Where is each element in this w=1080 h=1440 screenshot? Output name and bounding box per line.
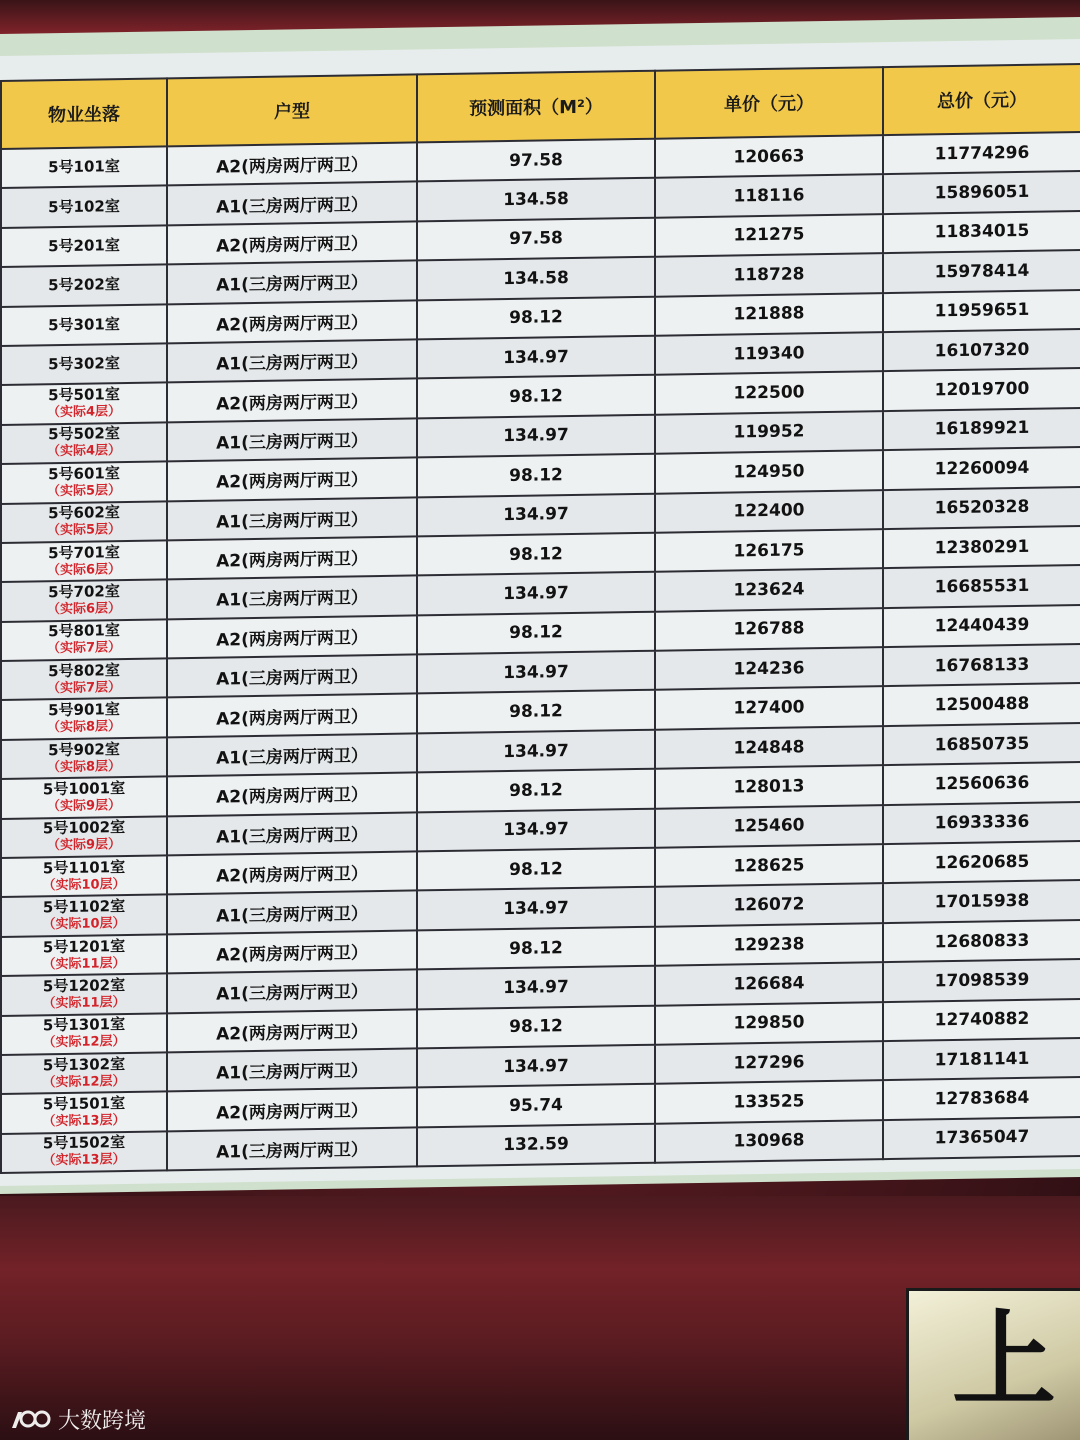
header-unit-price: 单价（元）	[655, 67, 883, 139]
cell-unit-type: A2(两房两厅两卫）	[167, 773, 417, 816]
cell-location	[1, 383, 167, 425]
cell-location	[1, 304, 167, 346]
cell-unit-price: 120663	[655, 135, 883, 178]
cell-unit-price: 127296	[655, 1041, 883, 1084]
watermark-logo-icon	[8, 1404, 52, 1434]
cell-unit-type: A2(两房两厅两卫）	[167, 458, 417, 501]
cell-unit-price: 126072	[655, 884, 883, 927]
cell-unit-type: A1(三房两厅两卫）	[167, 418, 417, 461]
cell-area: 134.97	[417, 414, 655, 457]
cell-unit-type: A1(三房两厅两卫）	[167, 339, 417, 382]
cell-location	[1, 422, 167, 464]
cell-area: 134.97	[417, 651, 655, 694]
cell-unit-type: A2(两房两厅两卫）	[167, 142, 417, 185]
price-board-panel	[0, 39, 1080, 1186]
room-number: 5号102室	[48, 196, 120, 216]
cell-location	[1, 265, 167, 307]
cell-unit-type: A2(两房两厅两卫）	[167, 694, 417, 737]
cell-unit-type: A1(三房两厅两卫）	[167, 733, 417, 776]
cell-unit-price: 124950	[655, 450, 883, 493]
actual-floor-note: （实际11层）	[42, 955, 126, 972]
cell-location	[1, 619, 167, 661]
room-number: 5号101室	[48, 157, 120, 177]
cell-area: 98.12	[417, 533, 655, 576]
actual-floor-note: （实际5层）	[46, 522, 122, 539]
cell-unit-type: A1(三房两厅两卫）	[167, 891, 417, 934]
cell-total-price: 12740882	[883, 999, 1080, 1042]
cell-area: 134.58	[417, 178, 655, 221]
cell-unit-type: A2(两房两厅两卫）	[167, 1009, 417, 1052]
cell-location	[1, 225, 167, 267]
header-total-price: 总价（元）	[883, 64, 1080, 135]
room-number: 5号902室	[48, 739, 120, 759]
price-table	[0, 63, 1080, 1174]
cell-total-price: 12783684	[883, 1077, 1080, 1120]
cell-unit-type: A1(三房两厅两卫）	[167, 1048, 417, 1091]
cell-total-price: 16189921	[883, 408, 1080, 451]
sign-character: 上	[952, 1298, 1057, 1421]
cell-area: 98.12	[417, 375, 655, 418]
cell-area: 98.12	[417, 690, 655, 733]
cell-unit-type: A1(三房两厅两卫）	[167, 812, 417, 855]
cell-unit-type: A2(两房两厅两卫）	[167, 930, 417, 973]
cell-unit-type: A2(两房两厅两卫）	[167, 1088, 417, 1131]
actual-floor-note: （实际4层）	[46, 404, 122, 421]
cell-area: 134.97	[417, 730, 655, 773]
cell-location	[1, 658, 167, 700]
cell-unit-type: A1(三房两厅两卫）	[167, 970, 417, 1013]
cell-total-price: 16520328	[883, 487, 1080, 530]
cell-area: 98.12	[417, 1005, 655, 1048]
cell-unit-price: 128625	[655, 844, 883, 887]
cell-area: 95.74	[417, 1084, 655, 1127]
cell-unit-type: A2(两房两厅两卫）	[167, 536, 417, 579]
cell-unit-price: 122400	[655, 490, 883, 533]
cell-unit-type: A1(三房两厅两卫）	[167, 1127, 417, 1170]
cell-unit-price: 129238	[655, 923, 883, 966]
cell-unit-type: A2(两房两厅两卫）	[167, 851, 417, 894]
cell-unit-type: A1(三房两厅两卫）	[167, 261, 417, 304]
cell-area: 98.12	[417, 927, 655, 970]
cell-unit-price: 118116	[655, 175, 883, 218]
cell-unit-type: A2(两房两厅两卫）	[167, 379, 417, 422]
cell-location	[1, 934, 167, 976]
cell-total-price: 15896051	[883, 171, 1080, 214]
cell-unit-type: A2(两房两厅两卫）	[167, 300, 417, 343]
cell-location	[1, 1052, 167, 1094]
cell-unit-price: 121888	[655, 293, 883, 336]
room-number: 5号301室	[48, 314, 120, 334]
room-number: 5号1501室	[42, 1094, 126, 1114]
actual-floor-note: （实际6层）	[46, 561, 122, 578]
actual-floor-note: （实际13层）	[42, 1113, 126, 1130]
cell-total-price: 16107320	[883, 329, 1080, 372]
room-number: 5号1201室	[42, 936, 126, 956]
cell-area: 98.12	[417, 611, 655, 654]
cell-unit-price: 125460	[655, 805, 883, 848]
actual-floor-note: （实际9层）	[46, 798, 122, 815]
cell-area: 132.59	[417, 1123, 655, 1166]
header-location: 物业坐落	[1, 78, 167, 149]
cell-unit-price: 130968	[655, 1120, 883, 1163]
actual-floor-note: （实际7层）	[46, 679, 122, 697]
watermark-text: 大数跨境	[58, 1408, 147, 1434]
cell-area: 134.97	[417, 808, 655, 851]
room-number: 5号601室	[48, 463, 120, 484]
cell-unit-price: 128013	[655, 765, 883, 808]
cell-unit-type: A2(两房两厅两卫）	[167, 221, 417, 264]
cell-unit-price: 119952	[655, 411, 883, 454]
cell-area: 98.12	[417, 296, 655, 339]
cell-total-price: 12620685	[883, 841, 1080, 884]
cell-total-price: 12500488	[883, 683, 1080, 726]
cell-total-price: 12440439	[883, 605, 1080, 648]
cell-total-price: 17181141	[883, 1038, 1080, 1081]
cell-total-price: 16768133	[883, 644, 1080, 687]
header-area: 预测面积（M²）	[417, 71, 655, 143]
cell-unit-type: A1(三房两厅两卫）	[167, 182, 417, 225]
cell-location	[1, 816, 167, 858]
cell-area: 134.58	[417, 257, 655, 300]
cell-area: 98.12	[417, 454, 655, 497]
cell-location	[1, 580, 167, 622]
room-number: 5号1301室	[42, 1015, 126, 1035]
room-number: 5号801室	[48, 621, 120, 641]
actual-floor-note: （实际10层）	[42, 916, 126, 933]
actual-floor-note: （实际9层）	[46, 837, 122, 854]
cell-total-price: 11834015	[883, 211, 1080, 254]
cell-total-price: 12260094	[883, 447, 1080, 490]
cell-unit-price: 123624	[655, 568, 883, 611]
cell-location	[1, 146, 167, 188]
room-number: 5号1502室	[42, 1133, 126, 1153]
cell-total-price: 12680833	[883, 920, 1080, 963]
cell-unit-price: 127400	[655, 687, 883, 730]
cell-unit-price: 126175	[655, 529, 883, 572]
cell-unit-type: A2(两房两厅两卫）	[167, 615, 417, 658]
cell-location	[1, 1092, 167, 1134]
cell-unit-price: 129850	[655, 1002, 883, 1045]
cell-location	[1, 343, 167, 385]
cell-unit-price: 122500	[655, 371, 883, 414]
cell-location	[1, 501, 167, 543]
cell-location	[1, 737, 167, 779]
cell-unit-price: 119340	[655, 332, 883, 375]
room-number: 5号201室	[48, 236, 120, 256]
cell-total-price: 12560636	[883, 762, 1080, 805]
room-number: 5号302室	[48, 354, 120, 374]
cell-area: 134.97	[417, 572, 655, 615]
cell-area: 134.97	[417, 1045, 655, 1088]
actual-floor-note: （实际12层）	[42, 1034, 126, 1051]
cell-location	[1, 855, 167, 897]
cell-unit-price: 126788	[655, 608, 883, 651]
cell-total-price: 12380291	[883, 526, 1080, 569]
room-number: 5号202室	[48, 275, 120, 295]
cell-area: 134.97	[417, 966, 655, 1009]
cell-location	[1, 895, 167, 937]
actual-floor-note: （实际10层）	[42, 876, 126, 894]
price-board	[0, 17, 1080, 1194]
cell-area: 97.58	[417, 139, 655, 182]
header-unit-type: 户型	[167, 74, 417, 146]
cell-location	[1, 540, 167, 582]
cell-total-price: 17365047	[883, 1117, 1080, 1160]
cell-unit-price: 124236	[655, 647, 883, 690]
actual-floor-note: （实际7层）	[46, 640, 122, 657]
cell-location	[1, 777, 167, 819]
room-number: 5号701室	[48, 542, 120, 562]
actual-floor-note: （实际12层）	[42, 1073, 126, 1091]
actual-floor-note: （实际5层）	[46, 482, 122, 500]
actual-floor-note: （实际8层）	[46, 719, 122, 736]
cell-location	[1, 1131, 167, 1173]
cell-area: 134.97	[417, 887, 655, 930]
cell-total-price: 17098539	[883, 959, 1080, 1002]
room-number: 5号1002室	[42, 818, 126, 838]
cell-total-price: 16685531	[883, 565, 1080, 608]
cell-total-price: 15978414	[883, 250, 1080, 293]
room-number: 5号1102室	[42, 897, 126, 917]
cell-location	[1, 462, 167, 504]
cell-total-price: 11774296	[883, 132, 1080, 175]
cell-location	[1, 698, 167, 740]
room-number: 5号501室	[48, 385, 120, 405]
watermark	[8, 1402, 146, 1436]
room-number: 5号1001室	[42, 778, 126, 799]
actual-floor-note: （实际6层）	[46, 601, 122, 618]
room-number: 5号901室	[48, 700, 120, 720]
room-number: 5号802室	[48, 660, 120, 681]
cell-total-price: 16933336	[883, 802, 1080, 845]
cell-unit-type: A1(三房两厅两卫）	[167, 655, 417, 698]
actual-floor-note: （实际8层）	[46, 758, 122, 775]
cell-total-price: 16850735	[883, 723, 1080, 766]
cell-total-price: 17015938	[883, 880, 1080, 923]
cell-area: 98.12	[417, 848, 655, 891]
cell-unit-price: 133525	[655, 1081, 883, 1124]
room-number: 5号1202室	[42, 975, 126, 996]
cell-location	[1, 974, 167, 1016]
cell-area: 97.58	[417, 217, 655, 260]
room-number: 5号1101室	[42, 857, 126, 878]
cell-total-price: 12019700	[883, 368, 1080, 411]
cell-location	[1, 186, 167, 228]
cell-unit-type: A1(三房两厅两卫）	[167, 497, 417, 540]
cell-unit-price: 126684	[655, 962, 883, 1005]
room-number: 5号602室	[48, 503, 120, 523]
room-number: 5号502室	[48, 424, 120, 444]
room-number: 5号1302室	[42, 1054, 126, 1074]
cell-unit-type: A1(三房两厅两卫）	[167, 576, 417, 619]
actual-floor-note: （实际13层）	[42, 1152, 126, 1169]
cell-area: 134.97	[417, 493, 655, 536]
actual-floor-note: （实际4层）	[46, 443, 122, 460]
cell-area: 98.12	[417, 769, 655, 812]
cell-area: 134.97	[417, 336, 655, 379]
cell-total-price: 11959651	[883, 290, 1080, 333]
cell-unit-price: 124848	[655, 726, 883, 769]
cell-unit-price: 121275	[655, 214, 883, 257]
actual-floor-note: （实际11层）	[42, 994, 126, 1012]
room-number: 5号702室	[48, 582, 120, 602]
cell-unit-price: 118728	[655, 253, 883, 296]
cell-location	[1, 1013, 167, 1055]
